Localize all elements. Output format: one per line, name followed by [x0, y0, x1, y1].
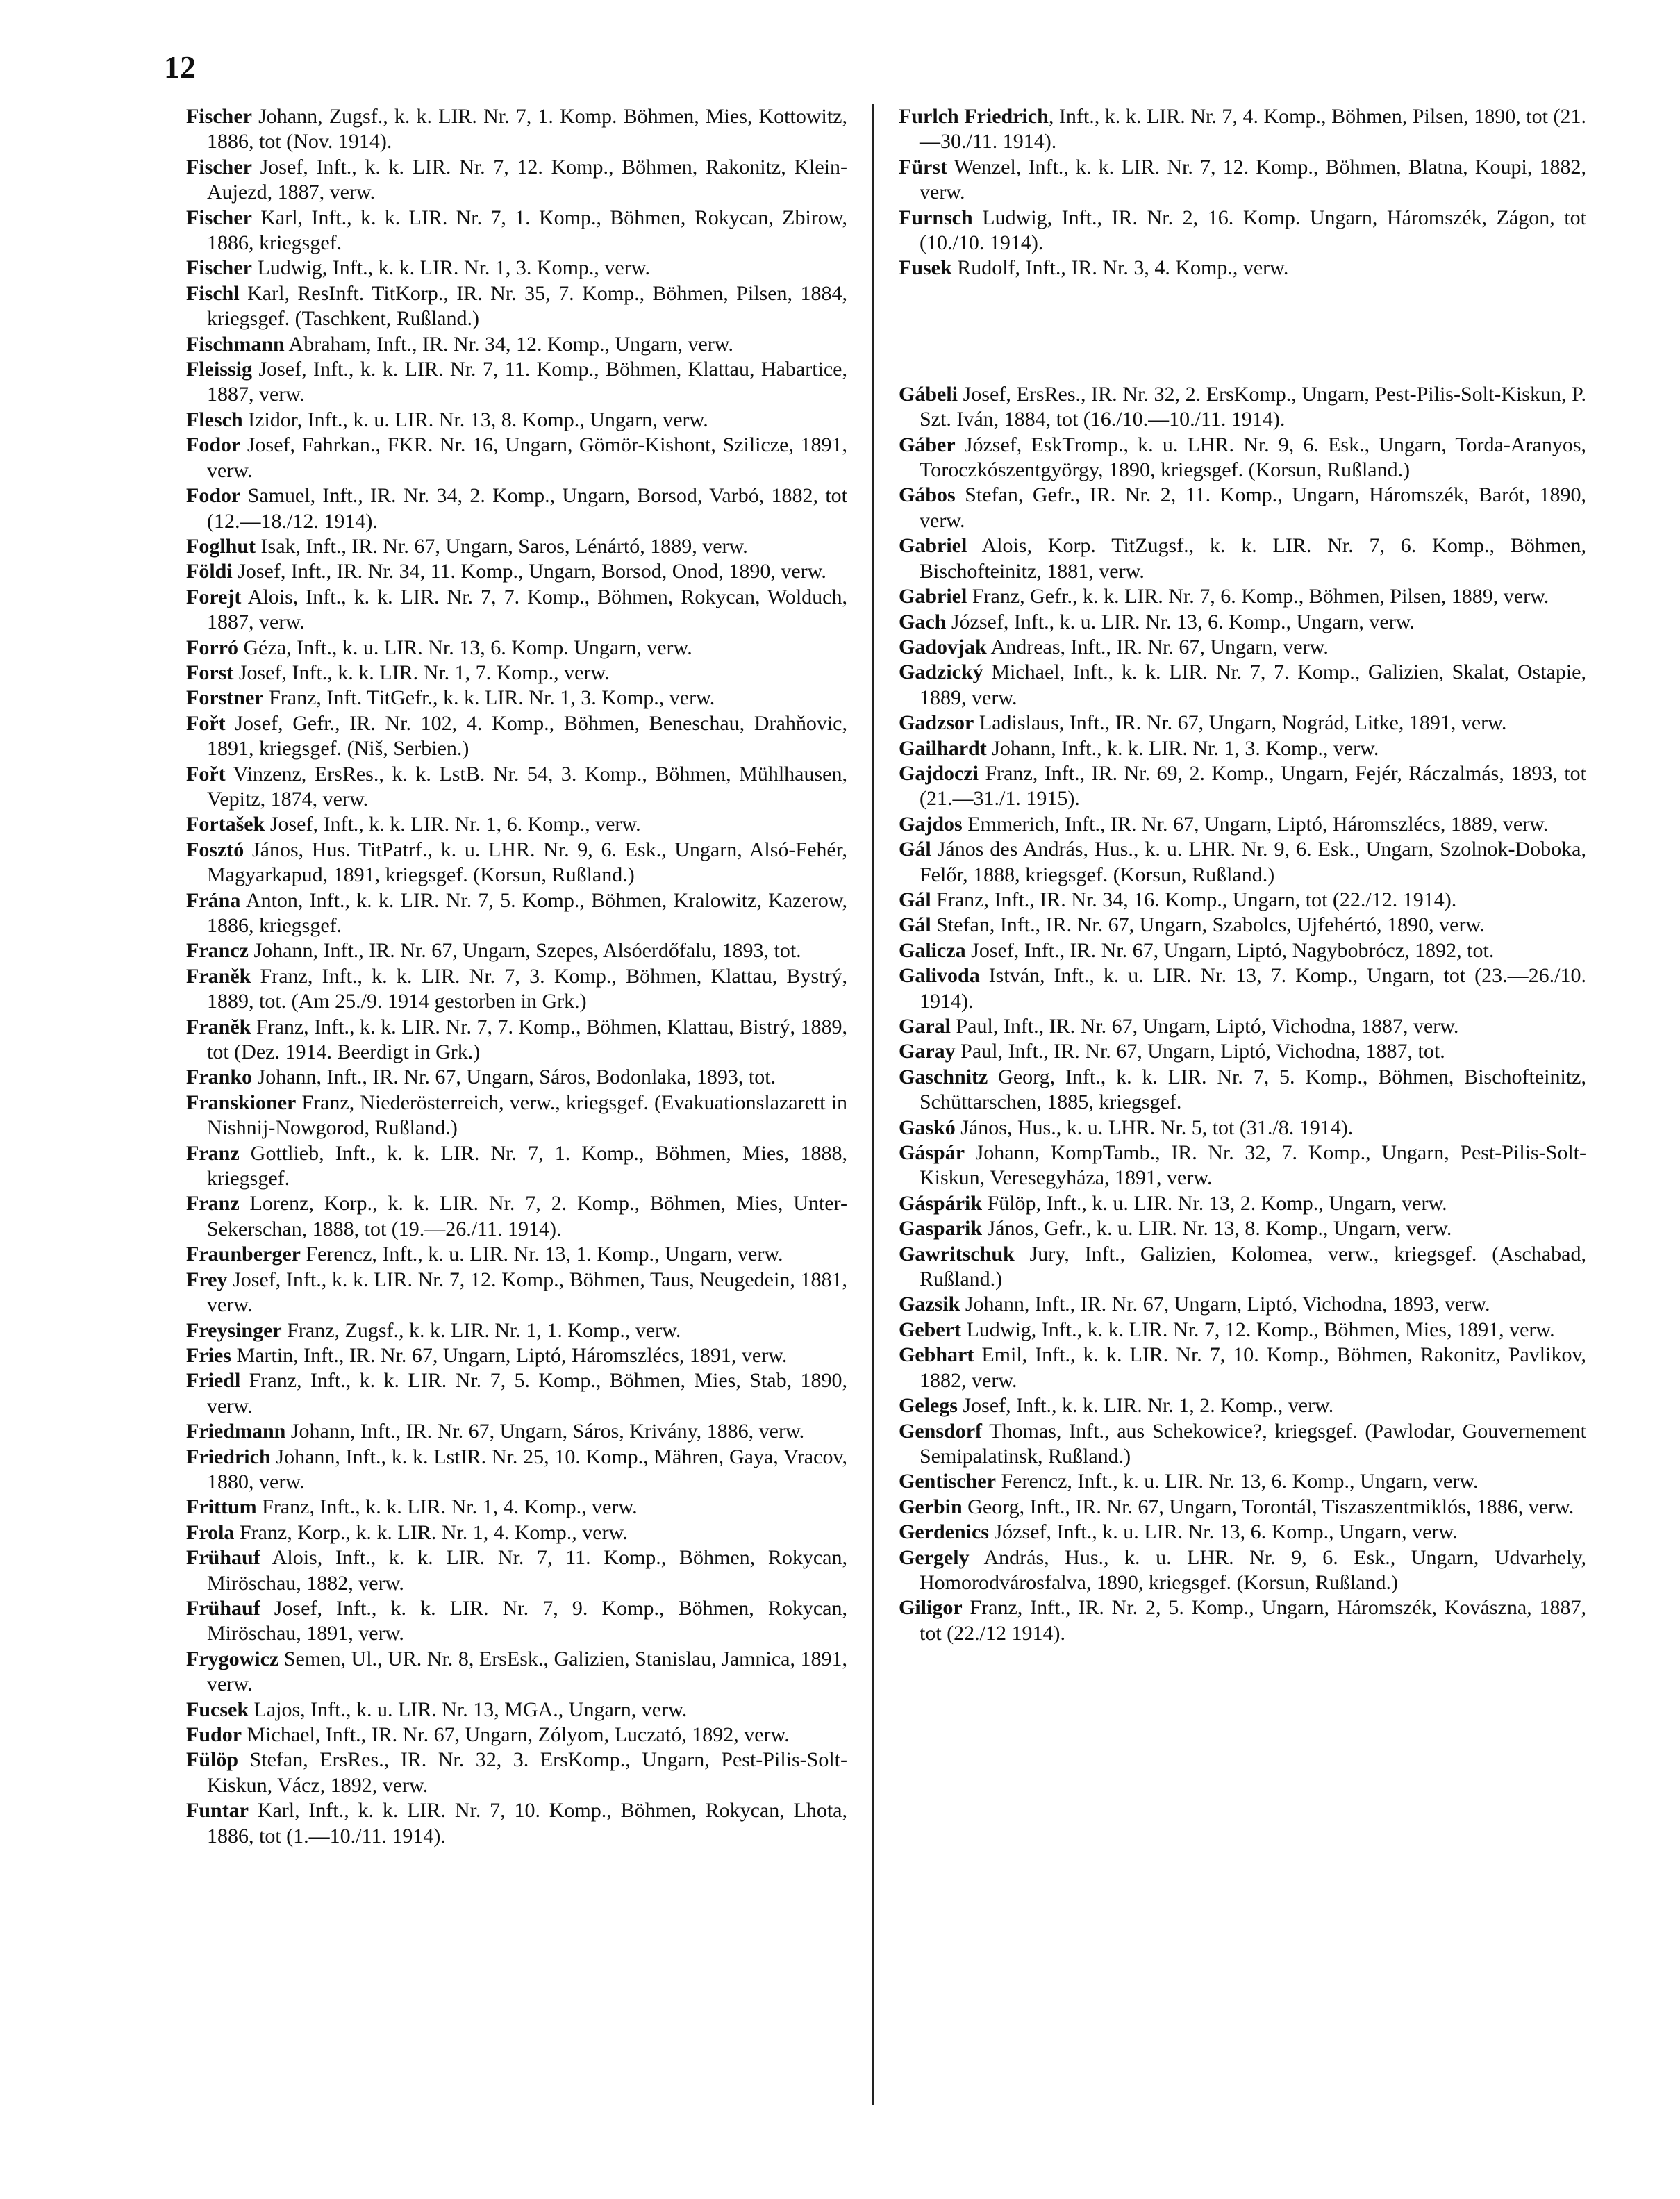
entry-details: Rudolf, Inft., IR. Nr. 3, 4. Komp., verw. [951, 256, 1289, 280]
register-entry [186, 1445, 847, 1495]
entry-surname: Fürst [899, 155, 947, 179]
entry-details: Paul, Inft., IR. Nr. 67, Ungarn, Liptó, Vichodna, 1887, tot. [955, 1040, 1445, 1063]
entry-surname: Frygowicz [186, 1647, 279, 1670]
register-entry [899, 1495, 1586, 1520]
register-entry [899, 1469, 1586, 1494]
entry-details: Franz, Niederösterreich, verw., kriegsgef. (Evakuationslazarett in Nishnij-Nowgorod, Rußland.) [207, 1090, 847, 1140]
entry-details: , Inft., k. k. LIR. Nr. 7, 4. Komp., Böhmen, Pilsen, 1890, tot (21.—30./11. 1914). [920, 105, 1586, 153]
entry-surname: Fortašek [186, 813, 265, 836]
register-entry [899, 1343, 1586, 1393]
entry-surname: Gebert [899, 1318, 961, 1341]
entry-details: Johann, KompTamb., IR. Nr. 32, 7. Komp., Ungarn, Pest-Pilis-Solt-Kiskun, Veresegyháza, 1891, verw. [920, 1141, 1586, 1190]
entry-details: Franz, Inft., IR. Nr. 34, 16. Komp., Ungarn, tot (22./12. 1914). [931, 888, 1457, 911]
register-entry [186, 686, 847, 711]
register-entry [186, 1343, 847, 1368]
entry-surname: Forstner [186, 686, 264, 710]
entry-surname: Gábeli [899, 382, 958, 406]
entry-details: Ferencz, Inft., k. u. LIR. Nr. 13, 1. Komp., Ungarn, verw. [300, 1243, 783, 1266]
entry-surname: Gáber [899, 433, 956, 456]
entry-surname: Forró [186, 636, 238, 659]
entry-surname: Fülöp [186, 1748, 239, 1772]
register-entry [899, 1242, 1586, 1293]
entry-details: Izidor, Inft., k. u. LIR. Nr. 13, 8. Komp., Ungarn, verw. [242, 408, 708, 431]
entry-surname: Fischer [186, 256, 252, 280]
entry-details: Franz, Inft., k. k. LIR. Nr. 7, 5. Komp., Böhmen, Mies, Stab, 1890, verw. [207, 1369, 847, 1418]
entry-surname: Gasparik [899, 1217, 983, 1240]
register-entry [899, 610, 1586, 635]
entry-details: Josef, Inft., IR. Nr. 67, Ungarn, Liptó, Nagybobrócz, 1892, tot. [965, 938, 1495, 962]
entry-details: Martin, Inft., IR. Nr. 67, Ungarn, Liptó, Háromszlécs, 1891, verw. [231, 1343, 788, 1367]
register-entry [186, 1647, 847, 1698]
register-entry [186, 534, 847, 559]
entry-surname: Franěk [186, 964, 251, 988]
entry-surname: Gaschnitz [899, 1065, 988, 1088]
entry-surname: Furnsch [899, 206, 973, 229]
register-entry [899, 913, 1586, 938]
entry-details: Michael, Inft., IR. Nr. 67, Ungarn, Zólyom, Luczató, 1892, verw. [242, 1723, 790, 1746]
register-entry [899, 736, 1586, 761]
entry-details: Franz, Inft., IR. Nr. 69, 2. Komp., Ungarn, Fejér, Ráczalmás, 1893, tot (21.—31./1. 1915). [920, 761, 1586, 811]
entry-surname: Fraunberger [186, 1243, 301, 1266]
entry-surname: Frühauf [186, 1596, 260, 1620]
entry-surname: Gál [899, 913, 931, 937]
right-column [899, 104, 1586, 1646]
entry-details: Alois, Inft., k. k. LIR. Nr. 7, 11. Komp., Böhmen, Rokycan, Miröschau, 1882, verw. [207, 1546, 847, 1595]
entry-details: Paul, Inft., IR. Nr. 67, Ungarn, Liptó, Vichodna, 1887, verw. [951, 1015, 1459, 1038]
entry-surname: Frittum [186, 1495, 257, 1519]
entry-surname: Gach [899, 610, 947, 633]
entry-details: Franz, Inft. TitGefr., k. k. LIR. Nr. 1, 3. Komp., verw. [263, 686, 715, 710]
entry-details: József, Inft., k. u. LIR. Nr. 13, 6. Komp., Ungarn, verw. [946, 610, 1415, 633]
register-entry [899, 1065, 1586, 1115]
entry-surname: Gadzický [899, 661, 983, 684]
register-entry [186, 1191, 847, 1242]
entry-surname: Fischer [186, 155, 252, 179]
entry-surname: Földi [186, 560, 233, 583]
register-entry [899, 1545, 1586, 1596]
entry-details: Josef, Inft., k. k. LIR. Nr. 1, 7. Komp., verw. [233, 661, 610, 684]
entry-surname: Garay [899, 1040, 956, 1063]
entry-surname: Friedrich [186, 1445, 271, 1468]
entry-details: Ludwig, Inft., k. k. LIR. Nr. 7, 12. Komp., Böhmen, Mies, 1891, verw. [960, 1318, 1555, 1341]
entry-details: Alois, Korp. TitZugsf., k. k. LIR. Nr. 7, 6. Komp., Böhmen, Bischofteinitz, 1881, verw. [920, 534, 1586, 583]
register-entry [186, 206, 847, 256]
entry-details: Josef, Inft., k. k. LIR. Nr. 1, 2. Komp., verw. [957, 1394, 1334, 1418]
entry-surname: Funtar [186, 1799, 249, 1823]
register-entry [186, 408, 847, 433]
entry-details: Andreas, Inft., IR. Nr. 67, Ungarn, verw. [986, 635, 1329, 658]
register-entry [899, 938, 1586, 963]
entry-surname: Freysinger [186, 1318, 282, 1342]
register-entry [186, 888, 847, 939]
page-number: 12 [164, 49, 196, 85]
register-entry [186, 1698, 847, 1723]
entry-details: Emil, Inft., k. k. LIR. Nr. 7, 10. Komp., Böhmen, Rakonitz, Pavlikov, 1882, verw. [920, 1343, 1586, 1392]
entry-details: Thomas, Inft., aus Schekowice?, kriegsgef. (Pawlodar, Gouvernement Semipalatinsk, Rußland.) [920, 1419, 1586, 1468]
entry-surname: Fischmann [186, 332, 285, 356]
entry-details: Georg, Inft., IR. Nr. 67, Ungarn, Torontál, Tiszaszentmiklós, 1886, verw. [962, 1495, 1574, 1518]
entry-details: Semen, Ul., UR. Nr. 8, ErsEsk., Galizien, Stanislau, Jamnica, 1891, verw. [207, 1647, 847, 1696]
entry-surname: Fořt [186, 762, 226, 786]
register-entry [899, 155, 1586, 206]
entry-surname: Friedmann [186, 1420, 286, 1443]
register-entry [186, 433, 847, 483]
entry-surname: Friedl [186, 1369, 241, 1393]
register-entry [186, 1015, 847, 1065]
entry-details: Alois, Inft., k. k. LIR. Nr. 7, 7. Komp., Böhmen, Rokycan, Wolduch, 1887, verw. [207, 585, 847, 634]
entry-surname: Frána [186, 888, 241, 912]
entry-surname: Fodor [186, 484, 241, 508]
register-entry [899, 1039, 1586, 1064]
entry-details: Samuel, Inft., IR. Nr. 34, 2. Komp., Ungarn, Borsod, Varbó, 1882, tot (12.—18./12. 1914). [207, 484, 847, 533]
register-entry [186, 585, 847, 636]
right-column-f-entries [899, 104, 1586, 281]
register-entry [186, 1368, 847, 1419]
entry-details: Emmerich, Inft., IR. Nr. 67, Ungarn, Liptó, Háromszlécs, 1889, verw. [962, 812, 1549, 836]
register-entry [186, 661, 847, 686]
entry-details: Lorenz, Korp., k. k. LIR. Nr. 7, 2. Komp., Böhmen, Mies, Unter-Sekerschan, 1888, tot (19.—26./11. 1914). [207, 1192, 847, 1240]
entry-surname: Gentischer [899, 1470, 996, 1493]
entry-surname: Forst [186, 661, 234, 684]
entry-details: Karl, Inft., k. k. LIR. Nr. 7, 1. Komp., Böhmen, Rokycan, Zbirow, 1886, kriegsgef. [207, 206, 847, 255]
entry-details: Franz, Zugsf., k. k. LIR. Nr. 1, 1. Komp., verw. [281, 1318, 681, 1342]
register-entry [899, 584, 1586, 609]
entry-details: Franz, Korp., k. k. LIR. Nr. 1, 4. Komp., verw. [234, 1520, 628, 1544]
entry-details: András, Hus., k. u. LHR. Nr. 9, 6. Esk., Ungarn, Udvarhely, Homorodvárosfalva, 1890, kriegsgef. (Korsun, Rußland.) [920, 1545, 1586, 1594]
register-entry [899, 888, 1586, 913]
entry-details: Johann, Inft., IR. Nr. 67, Ungarn, Liptó, Vichodna, 1893, verw. [960, 1293, 1490, 1316]
entry-details: Johann, Inft., IR. Nr. 67, Ungarn, Sáros, Krivány, 1886, verw. [285, 1420, 805, 1443]
entry-details: Géza, Inft., k. u. LIR. Nr. 13, 6. Komp. Ungarn, verw. [238, 636, 692, 659]
register-entry [899, 761, 1586, 812]
entry-details: Franz, Gefr., k. k. LIR. Nr. 7, 6. Komp., Böhmen, Pilsen, 1889, verw. [967, 585, 1549, 608]
register-entry [186, 762, 847, 813]
entry-surname: Giligor [899, 1596, 963, 1620]
entry-details: Franz, Inft., k. k. LIR. Nr. 1, 4. Komp., verw. [256, 1495, 638, 1519]
register-entry [186, 1596, 847, 1647]
entry-surname: Gajdos [899, 812, 963, 836]
entry-surname: Gáspár [899, 1141, 965, 1165]
register-entry [186, 1798, 847, 1849]
register-entry [186, 155, 847, 206]
register-entry [186, 332, 847, 357]
register-entry [186, 256, 847, 281]
entry-details: Ludwig, Inft., IR. Nr. 2, 16. Komp. Ungarn, Háromszék, Zágon, tot (10./10. 1914). [920, 206, 1586, 255]
register-entry [899, 256, 1586, 281]
entry-surname: Gergely [899, 1545, 970, 1569]
register-entry [186, 1495, 847, 1520]
register-entry [186, 636, 847, 661]
entry-surname: Franěk [186, 1015, 251, 1038]
register-entry [186, 559, 847, 584]
entry-details: Stefan, Gefr., IR. Nr. 2, 11. Komp., Ungarn, Háromszék, Barót, 1890, verw. [920, 483, 1586, 532]
entry-details: Josef, Gefr., IR. Nr. 102, 4. Komp., Böhmen, Beneschau, Drahňovic, 1891, kriegsgef. (Niš, Serbien.) [207, 711, 847, 761]
register-entry [186, 1419, 847, 1444]
register-entry [899, 206, 1586, 256]
entry-surname: Franz [186, 1192, 240, 1215]
entry-details: Stefan, ErsRes., IR. Nr. 32, 3. ErsKomp., Ungarn, Pest-Pilis-Solt-Kiskun, Vácz, 1892, verw. [207, 1748, 847, 1797]
entry-details: Johann, Zugsf., k. k. LIR. Nr. 7, 1. Komp. Böhmen, Mies, Kottowitz, 1886, tot (Nov. 1914). [207, 105, 847, 153]
register-entry [899, 104, 1586, 155]
entry-details: Josef, Fahrkan., FKR. Nr. 16, Ungarn, Gömör-Kishont, Szilicze, 1891, verw. [207, 433, 847, 482]
entry-details: Vinzenz, ErsRes., k. k. LstB. Nr. 54, 3. Komp., Böhmen, Mühlhausen, Vepitz, 1874, verw. [207, 762, 847, 811]
entry-surname: Francz [186, 939, 249, 963]
entry-details: Johann, Inft., IR. Nr. 67, Ungarn, Sáros, Bodonlaka, 1893, tot. [252, 1065, 776, 1089]
entry-details: Karl, Inft., k. k. LIR. Nr. 7, 10. Komp., Böhmen, Rokycan, Lhota, 1886, tot (1.—10./11. 1914). [207, 1799, 847, 1848]
register-entry [899, 483, 1586, 533]
register-entry [899, 837, 1586, 888]
entry-details: Josef, Inft., k. k. LIR. Nr. 7, 12. Komp., Böhmen, Rakonitz, Klein-Aujezd, 1887, verw. [207, 155, 847, 204]
entry-surname: Frühauf [186, 1546, 260, 1570]
entry-details: Ladislaus, Inft., IR. Nr. 67, Ungarn, Nográd, Litke, 1891, verw. [974, 711, 1507, 735]
entry-surname: Garal [899, 1015, 951, 1038]
register-entry [899, 963, 1586, 1014]
entry-surname: Gabriel [899, 585, 967, 608]
entry-surname: Gajdoczi [899, 761, 979, 785]
entry-surname: Fries [186, 1343, 231, 1367]
register-entry [186, 1318, 847, 1343]
column-divider [872, 104, 874, 2105]
entry-details: Ferencz, Inft., k. u. LIR. Nr. 13, 6. Komp., Ungarn, verw. [995, 1470, 1479, 1493]
entry-surname: Frey [186, 1268, 228, 1291]
entry-surname: Foglhut [186, 534, 256, 558]
register-entry [899, 1318, 1586, 1343]
register-entry [186, 711, 847, 762]
entry-surname: Fudor [186, 1723, 242, 1746]
left-column [186, 104, 847, 1849]
right-column-g-entries [899, 382, 1586, 1646]
entry-surname: Gál [899, 888, 931, 911]
register-entry [899, 1216, 1586, 1241]
register-entry [186, 281, 847, 332]
entry-details: Stefan, Inft., IR. Nr. 67, Ungarn, Szabolcs, Ujfehértó, 1890, verw. [931, 913, 1485, 937]
entry-details: Josef, Inft., k. k. LIR. Nr. 7, 11. Komp., Böhmen, Klattau, Habartice, 1887, verw. [207, 358, 847, 406]
entry-details: János, Hus., k. u. LHR. Nr. 5, tot (31./8. 1914). [955, 1115, 1354, 1139]
entry-surname: Franko [186, 1065, 253, 1089]
register-entry [186, 1065, 847, 1090]
register-entry [186, 1723, 847, 1748]
entry-surname: Galivoda [899, 964, 980, 988]
register-entry [186, 938, 847, 963]
entry-surname: Gelegs [899, 1394, 958, 1418]
entry-details: Franz, Inft., k. k. LIR. Nr. 7, 3. Komp., Böhmen, Klattau, Bystrý, 1889, tot. (Am 25./9. 1914 gestorben in Grk.) [207, 964, 847, 1013]
entry-surname: Gawritschuk [899, 1242, 1015, 1266]
register-entry [899, 1520, 1586, 1545]
entry-surname: Galicza [899, 938, 966, 962]
register-entry [899, 433, 1586, 483]
register-entry [899, 635, 1586, 660]
entry-surname: Fusek [899, 256, 952, 280]
entry-details: Josef, ErsRes., IR. Nr. 32, 2. ErsKomp., Ungarn, Pest-Pilis-Solt-Kiskun, P. Szt. Iván, 1884, tot (16./10.—10./11. 1914). [920, 382, 1586, 431]
entry-surname: Franz [186, 1141, 240, 1165]
register-entry [186, 1090, 847, 1141]
entry-details: Johann, Inft., k. k. LstIR. Nr. 25, 10. Komp., Mähren, Gaya, Vracov, 1880, verw. [207, 1445, 847, 1493]
register-entry [899, 1595, 1586, 1646]
entry-details: József, EskTromp., k. u. LHR. Nr. 9, 6. Esk., Ungarn, Torda-Aranyos, Toroczkószentgyörgy, 1890, kriegsgef. (Korsun, Rußland.) [920, 433, 1586, 482]
register-entry [186, 1242, 847, 1267]
entry-details: Isak, Inft., IR. Nr. 67, Ungarn, Saros, Lénártó, 1889, verw. [256, 534, 748, 558]
entry-details: János des András, Hus., k. u. LHR. Nr. 9, 6. Esk., Ungarn, Szolnok-Doboka, Felőr, 1888, kriegsgef. (Korsun, Rußland.) [920, 838, 1586, 886]
entry-surname: Gerbin [899, 1495, 963, 1518]
entry-surname: Gál [899, 838, 931, 861]
entry-surname: Gensdorf [899, 1419, 982, 1443]
register-entry [186, 1748, 847, 1798]
register-entry [899, 812, 1586, 837]
entry-details: Johann, Inft., IR. Nr. 67, Ungarn, Szepes, Alsóerdőfalu, 1893, tot. [248, 939, 801, 963]
entry-details: János, Hus. TitPatrf., k. u. LHR. Nr. 9, 6. Esk., Ungarn, Alsó-Fehér, Magyarkapud, 1891, kriegsgef. (Korsun, Rußland.) [207, 838, 847, 887]
register-entry [899, 533, 1586, 584]
register-entry [186, 104, 847, 155]
entry-details: Josef, Inft., k. k. LIR. Nr. 7, 9. Komp., Böhmen, Rokycan, Miröschau, 1891, verw. [207, 1596, 847, 1645]
entry-surname: Frola [186, 1520, 235, 1544]
entry-surname: Furlch Friedrich [899, 105, 1049, 128]
entry-surname: Flesch [186, 408, 243, 431]
entry-details: Gottlieb, Inft., k. k. LIR. Nr. 7, 1. Komp., Böhmen, Mies, 1888, kriegsgef. [207, 1141, 847, 1190]
register-entry [899, 1419, 1586, 1470]
entry-details: Ludwig, Inft., k. k. LIR. Nr. 1, 3. Komp., verw. [251, 256, 650, 280]
register-entry [899, 660, 1586, 711]
register-entry [899, 1115, 1586, 1140]
entry-details: Franz, Inft., IR. Nr. 2, 5. Komp., Ungarn, Háromszék, Kovászna, 1887, tot (22./12 1914). [920, 1596, 1586, 1645]
register-entry [186, 357, 847, 408]
entry-surname: Gerdenics [899, 1520, 989, 1544]
entry-surname: Franskioner [186, 1090, 297, 1114]
entry-surname: Gaskó [899, 1115, 956, 1139]
entry-surname: Fleissig [186, 358, 252, 381]
entry-surname: Gadzsor [899, 711, 974, 735]
entry-surname: Gáspárik [899, 1191, 983, 1215]
register-entry [899, 1292, 1586, 1317]
entry-details: Josef, Inft., k. k. LIR. Nr. 7, 12. Komp., Böhmen, Taus, Neugedein, 1881, verw. [207, 1268, 847, 1317]
register-entry [186, 1141, 847, 1192]
register-entry [186, 1545, 847, 1596]
entry-surname: Fischer [186, 105, 252, 128]
entry-details: Wenzel, Inft., k. k. LIR. Nr. 7, 12. Komp., Böhmen, Blatna, Koupi, 1882, verw. [920, 155, 1586, 204]
register-entry [186, 483, 847, 534]
entry-details: Lajos, Inft., k. u. LIR. Nr. 13, MGA., Ungarn, verw. [249, 1698, 688, 1721]
entry-surname: Gadovjak [899, 635, 987, 658]
register-entry [186, 812, 847, 837]
entry-surname: Fosztó [186, 838, 244, 861]
entry-details: Fülöp, Inft., k. u. LIR. Nr. 13, 2. Komp., Ungarn, verw. [982, 1191, 1447, 1215]
entry-details: Josef, Inft., k. k. LIR. Nr. 1, 6. Komp., verw. [265, 813, 641, 836]
entry-surname: Fořt [186, 711, 226, 735]
register-entry [186, 1268, 847, 1318]
entry-details: Georg, Inft., k. k. LIR. Nr. 7, 5. Komp., Böhmen, Bischofteinitz, Schüttarschen, 1885, kriegsgef. [920, 1065, 1586, 1114]
entry-details: Anton, Inft., k. k. LIR. Nr. 7, 5. Komp., Böhmen, Kralowitz, Kazerow, 1886, kriegsgef. [207, 888, 847, 937]
entry-details: Franz, Inft., k. k. LIR. Nr. 7, 7. Komp., Böhmen, Klattau, Bistrý, 1889, tot (Dez. 1914. Beerdigt in Grk.) [207, 1015, 847, 1064]
entry-surname: Fischer [186, 206, 252, 229]
entry-details: Karl, ResInft. TitKorp., IR. Nr. 35, 7. Komp., Böhmen, Pilsen, 1884, kriegsgef. (Taschkent, Rußland.) [207, 281, 847, 331]
entry-surname: Fucsek [186, 1698, 249, 1721]
register-entry [899, 1393, 1586, 1418]
letter-gap [899, 281, 1586, 382]
register-entry [186, 964, 847, 1015]
entry-details: Jury, Inft., Galizien, Kolomea, verw., kriegsgef. (Aschabad, Rußland.) [920, 1242, 1586, 1291]
register-entry [899, 1014, 1586, 1039]
entry-details: József, Inft., k. u. LIR. Nr. 13, 6. Komp., Ungarn, verw. [988, 1520, 1458, 1544]
entry-details: Josef, Inft., IR. Nr. 34, 11. Komp., Ungarn, Borsod, Onod, 1890, verw. [232, 560, 826, 583]
entry-surname: Gebhart [899, 1343, 974, 1367]
entry-surname: Fischl [186, 281, 240, 305]
entry-surname: Forejt [186, 585, 242, 608]
entry-details: Abraham, Inft., IR. Nr. 34, 12. Komp., Ungarn, verw. [284, 332, 733, 356]
entry-surname: Fodor [186, 433, 241, 457]
entry-details: János, Gefr., k. u. LIR. Nr. 13, 8. Komp., Ungarn, verw. [982, 1217, 1452, 1240]
register-entry [899, 382, 1586, 433]
register-entry [899, 1191, 1586, 1216]
entry-surname: Gazsik [899, 1293, 960, 1316]
entry-surname: Gailhardt [899, 736, 987, 760]
register-entry [899, 1140, 1586, 1191]
entry-surname: Gábos [899, 483, 956, 507]
entry-surname: Gabriel [899, 534, 967, 558]
entry-details: Michael, Inft., k. k. LIR. Nr. 7, 7. Komp., Galizien, Skalat, Ostapie, 1889, verw. [920, 661, 1586, 709]
entry-details: Johann, Inft., k. k. LIR. Nr. 1, 3. Komp., verw. [986, 736, 1379, 760]
entry-details: István, Inft., k. u. LIR. Nr. 13, 7. Komp., Ungarn, tot (23.—26./10. 1914). [920, 964, 1586, 1013]
register-entry [186, 1520, 847, 1545]
register-entry [899, 711, 1586, 736]
register-entry [186, 838, 847, 888]
